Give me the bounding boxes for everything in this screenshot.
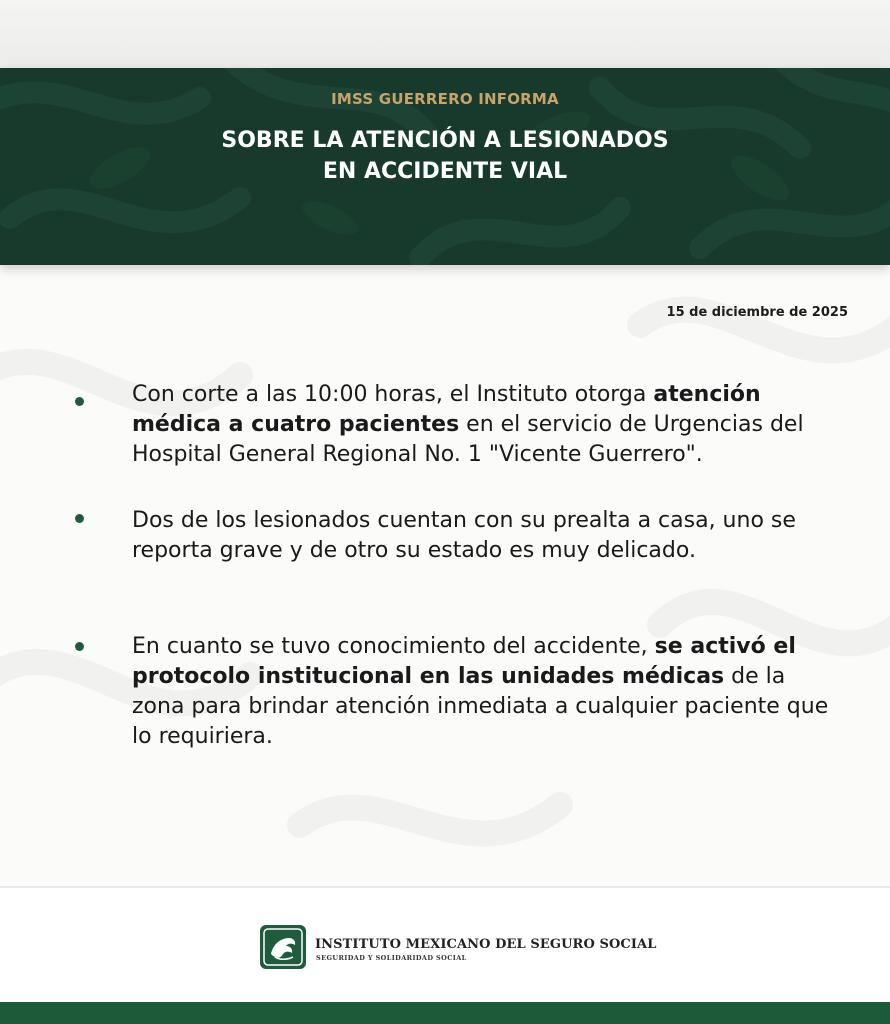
bullet-3-bold-segment: se activó el protocolo institucional en las unidades médicas <box>132 634 796 689</box>
bottom-bar <box>0 1002 890 1024</box>
organization-name: INSTITUTO MEXICANO DEL SEGURO SOCIAL <box>315 937 657 952</box>
bullet-text-1 <box>132 380 832 470</box>
organization-tagline: SEGURIDAD Y SOLIDARIDAD SOCIAL <box>316 954 467 962</box>
background-watermark-pattern <box>0 265 890 886</box>
bullet-dot <box>75 397 84 406</box>
bullet-1-segment-3: en el servicio de Urgencias del Hospital General Regional No. 1 "Vicente Guerrero". <box>132 412 804 467</box>
header-title <box>0 125 890 187</box>
bullet-3-segment-3: de la zona para brindar atención inmediata a cualquier paciente que lo requiriera. <box>132 664 829 749</box>
header-title-line-2: EN ACCIDENTE VIAL <box>322 159 568 184</box>
publication-date: 15 de diciembre de 2025 <box>666 305 848 320</box>
bullet-1-bold-segment: atención médica a cuatro pacientes <box>132 382 761 437</box>
footer <box>0 886 890 1002</box>
bullet-dot <box>75 642 84 651</box>
top-strip <box>0 0 890 68</box>
bullet-dot <box>75 514 84 523</box>
bullet-2-segment-1: Dos de los lesionados cuentan con su prealta a casa, uno se reporta grave y de otro su estado es muy delicado. <box>132 508 796 563</box>
bullet-text-3 <box>132 632 832 752</box>
bullet-1-segment-1: Con corte a las 10:00 horas, el Instituto otorga <box>132 382 654 407</box>
imss-eagle-logo-icon <box>259 924 307 970</box>
bullet-text-2 <box>132 506 832 566</box>
footer-divider <box>0 886 890 888</box>
bullet-3-segment-1: En cuanto se tuvo conocimiento del accidente, <box>132 634 655 659</box>
header-kicker: IMSS GUERRERO INFORMA <box>331 90 559 108</box>
header-banner <box>0 68 890 265</box>
header-title-line-1: SOBRE LA ATENCIÓN A LESIONADOS <box>221 128 669 153</box>
